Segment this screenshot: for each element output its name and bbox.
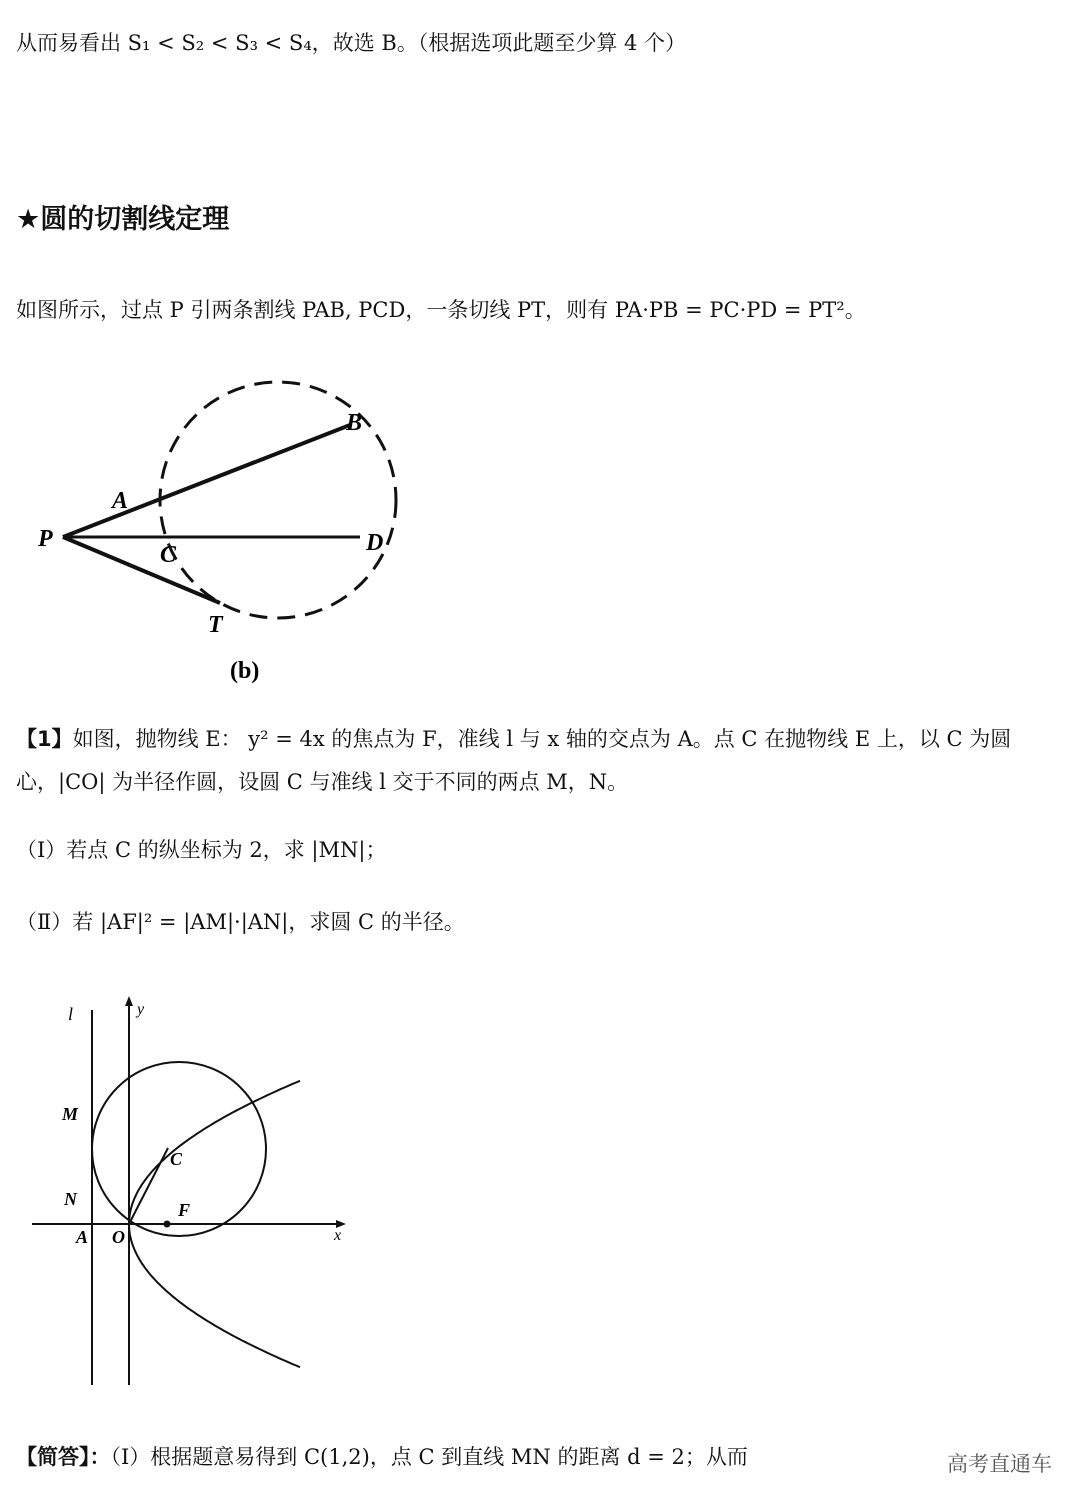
question-part-1-text: （Ⅰ）若点 C 的纵坐标为 2，求 |MN|； [16, 838, 387, 862]
section-heading [16, 205, 229, 235]
segment-co [129, 1148, 168, 1224]
intro-text: 从而易看出 S₁ < S₂ < S₃ < S₄，故选 B。（根据选项此题至少算 4 个） [16, 31, 687, 55]
question-label: 【1】 [16, 727, 73, 751]
question-part-2-text: （Ⅱ）若 |AF|² = |AM|·|AN|，求圆 C 的半径。 [16, 910, 465, 934]
figure-caption: (b) [230, 658, 260, 684]
theorem-text: 如图所示，过点 P 引两条割线 PAB, PCD，一条切线 PT，则有 PA·PB = PC·PD = PT²。 [16, 298, 866, 322]
tangent-pt [63, 537, 220, 603]
label-c: C [170, 1149, 183, 1169]
label-y: y [137, 1001, 145, 1018]
intro-line [16, 28, 686, 58]
label-c: C [160, 542, 177, 568]
parabola-figure [20, 990, 360, 1390]
question-part-1 [16, 835, 386, 865]
label-d: D [366, 530, 384, 556]
label-f: F [178, 1200, 191, 1220]
question-text-2: 心，|CO| 为半径作圆，设圆 C 与准线 l 交于不同的两点 M，N。 [16, 770, 629, 794]
focus-point-f [164, 1221, 171, 1228]
label-m: M [62, 1104, 79, 1124]
answer-text: （Ⅰ）根据题意易得到 C(1,2)，点 C 到直线 MN 的距离 d = 2；从而 [110, 1445, 748, 1469]
label-p: P [38, 526, 53, 552]
label-o: O [112, 1227, 125, 1247]
label-t: T [208, 612, 223, 638]
secant-tangent-figure [30, 370, 410, 690]
label-n: N [64, 1189, 77, 1209]
question-part-2 [16, 907, 465, 937]
answer-line [16, 1442, 748, 1472]
question-line-1 [16, 724, 1011, 754]
theorem-statement [16, 295, 866, 325]
y-axis-arrow-icon [125, 996, 133, 1006]
section-heading-text: ★圆的切割线定理 [16, 204, 230, 235]
watermark: 高考直通车 [947, 1452, 1052, 1476]
label-x: x [334, 1227, 342, 1244]
label-l: l [68, 1004, 74, 1024]
label-b: B [346, 410, 363, 436]
question-line-2 [16, 767, 628, 797]
label-a: A [76, 1227, 89, 1247]
secant-pab [63, 425, 350, 537]
label-a: A [112, 488, 129, 514]
question-text-1: 如图，抛物线 E： y² = 4x 的焦点为 F，准线 l 与 x 轴的交点为 A。点 C 在抛物线 E 上，以 C 为圆 [72, 727, 1012, 751]
answer-label: 【简答】： [16, 1445, 111, 1469]
